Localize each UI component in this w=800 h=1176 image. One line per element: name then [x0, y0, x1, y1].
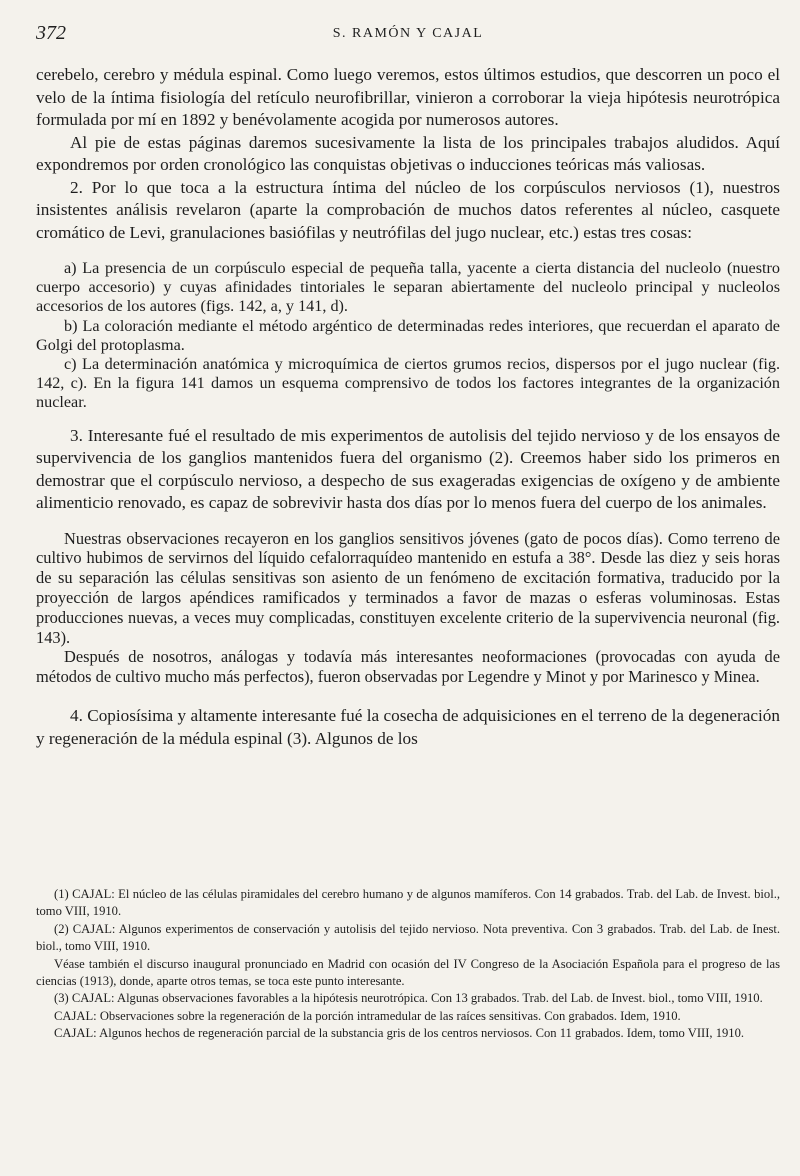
section-3-details [36, 529, 780, 687]
running-head: S. RAMÓN Y CAJAL [332, 26, 484, 41]
paragraph: Nuestras observaciones recayeron en los ganglios sensitivos jóvenes (gato de pocos días). Como terreno de cultivo hubimos de servirnos del líquido cefalorraquídeo mantenido en estufa a 38°. Desde las diez y seis horas de su separación las células sensitivas son asiento de un fenómeno de excitación formativa, traducido por la proyección de largos apéndices ramificados y terminados a favor de mazas o esferas voluminosas. Estas producciones nuevas, a veces muy complicadas, constituyen excelente criterio de la supervivencia neuronal (fig. 143). [36, 528, 780, 647]
section-4 [36, 705, 780, 750]
paragraph: cerebelo, cerebro y médula espinal. Como luego veremos, estos últimos estudios, que descorren un poco el velo de la íntima fisiología del retículo neurofibrillar, vinieron a corroborar la vieja hipótesis neurotrópica formulada por mí en 1892 y benévolamente acogida por numerosos autores. [36, 65, 780, 129]
paragraph-section-3: 3. Interesante fué el resultado de mis experimentos de autolisis del tejido nervioso y de los ensayos de supervivencia de los ganglios mantenidos fuera del organismo (2). Creemos haber sido los primeros en demostrar que el corpúsculo nervioso, a despecho de sus exageradas exigencias de oxígeno y de ambiente alimenticio renovado, es capaz de sobrevivir hasta dos días por lo menos fuera del cuerpo de los animales. [36, 425, 780, 513]
footnotes [36, 886, 780, 1043]
list-item-c: c) La determinación anatómica y microquímica de ciertos grumos recios, dispersos por el jugo nuclear (fig. 142, c). En la figura 141 damos un esquema comprensivo de todos los factores integrantes de la organización nuclear. [36, 355, 780, 412]
paragraph-section-2: 2. Por lo que toca a la estructura íntima del núcleo de los corpúsculos nerviosos (1), nuestros insistentes análisis revelaron (aparte la comprobación de muchos datos referentes al núcleo, casquete cromático de Levi, granulaciones basiófilas y neutrófilas del jugo nuclear, etc.) estas tres cosas: [36, 177, 780, 242]
list-item-b: b) La coloración mediante el método argéntico de determinadas redes interiores, que recuerdan el aparato de Golgi del protoplasma. [36, 316, 780, 354]
findings-list [36, 259, 780, 413]
section-intro [36, 64, 780, 244]
section-3 [36, 425, 780, 515]
list-item-a: a) La presencia de un corpúsculo especial de pequeña talla, yacente a cierta distancia del nucleolo (nuestro cuerpo accesorio) y cuyas afinidades tintoriales le separan abiertamente del nucleolo principal y nucleolos accesorios de los autores (figs. 142, a, y 141, d). [36, 259, 780, 316]
footnote: Véase también el discurso inaugural pronunciado en Madrid con ocasión del IV Congreso de la Asociación Española para el progreso de las ciencias (1913), donde, aparte otros temas, se toca este punto interesante. [36, 956, 780, 989]
paragraph: Después de nosotros, análogas y todavía más interesantes neoformaciones (provocadas con ayuda de métodos de cultivo mucho más perfectos), fueron observadas por Legendre y Minot y por Marinesco y Minea. [36, 647, 780, 687]
page-number: 372 [36, 22, 66, 44]
page-header [36, 22, 780, 46]
paragraph: Al pie de estas páginas daremos sucesivamente la lista de los principales trabajos aludidos. Aquí expondremos por orden cronológico las conquistas objetivas o inducciones teóricas más valiosas. [36, 132, 780, 174]
footnote: (3) CAJAL: Algunas observaciones favorables a la hipótesis neurotrópica. Con 13 grabados. Trab. del Lab. de Invest. biol., tomo VIII, 1910. [54, 991, 763, 1006]
footnote: (1) CAJAL: El núcleo de las células piramidales del cerebro humano y de algunos mamíferos. Con 14 grabados. Trab. del Lab. de Invest. biol., tomo VIII, 1910. [36, 887, 780, 919]
footnote: CAJAL: Observaciones sobre la regeneración de la porción intramedular de las raíces sensitivas. Con grabados. Idem, 1910. [54, 1008, 681, 1023]
paragraph-section-4: 4. Copiosísima y altamente interesante fué la cosecha de adquisiciones en el terreno de la degeneración y regeneración de la médula espinal (3). Algunos de los [36, 706, 780, 748]
body-text [36, 64, 780, 750]
footnote: CAJAL: Algunos hechos de regeneración parcial de la substancia gris de los centros nerviosos. Con 11 grabados. Idem, tomo VIII, 1910. [54, 1026, 745, 1041]
footnote: (2) CAJAL: Algunos experimentos de conservación y autolisis del tejido nervioso. Nota preventiva. Con 3 grabados. Trab. del Lab. de Inest. biol., tomo VIII, 1910. [36, 921, 780, 954]
